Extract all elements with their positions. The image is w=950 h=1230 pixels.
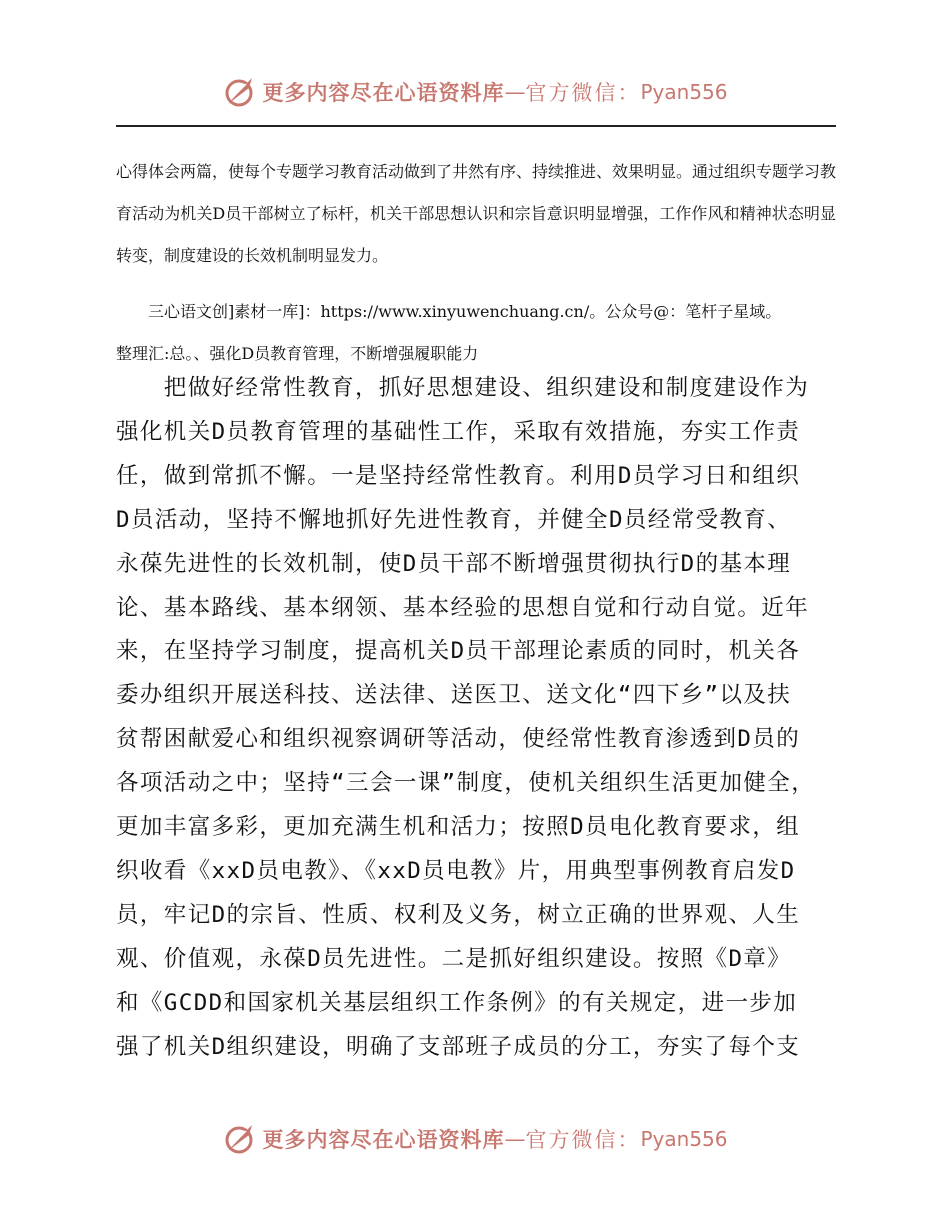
text-line: 织收看《xxD员电教》、《xxD员电教》片，用典型事例教育启发D	[116, 857, 796, 884]
text-line: 员，牢记D的宗旨、性质、权利及义务，树立正确的世界观、人生	[116, 901, 801, 928]
text-line: 强了机关D组织建设，明确了支部班子成员的分工，夯实了每个支	[116, 1033, 801, 1060]
text-line: 永葆先进性的长效机制，使D员干部不断增强贯彻执行D的基本理	[116, 550, 792, 577]
paragraph-text: 心得体会两篇，使每个专题学习教育活动做到了井然有序、持续推进、效果明显。通过组织专题学习教育活动为机关D员干部树立了标杆，机关干部思想认识和宗旨意识明显增强，工作作风和精神状态明显转变，制度建设的长效机制明显发力。	[116, 162, 837, 265]
text-line: 贫帮困献爱心和组织视察调研等活动，使经常性教育渗透到D员的	[116, 726, 801, 753]
quill-logo-icon	[222, 74, 258, 110]
main-body-text	[116, 367, 836, 1070]
banner-wechat-id: Pyan556	[640, 1127, 728, 1151]
header-banner	[0, 72, 950, 112]
intro-paragraph	[116, 151, 836, 277]
source-line: 三心语文创]素材一库]：https://www.xinyuwenchuang.cn/。公众号@：笔杆子星域。	[148, 302, 782, 321]
source-paragraph	[116, 291, 836, 375]
banner-brand-text: 更多内容尽在心语资料库	[262, 1128, 505, 1152]
text-line: 任，做到常抓不懈。一是坚持经常性教育。利用D员学习日和组织	[116, 462, 801, 489]
section-heading: 整理汇:总。、强化D员教育管理，不断增强履职能力	[116, 344, 479, 363]
banner-wechat-id: Pyan556	[640, 80, 728, 104]
text-line: 把做好经常性教育，抓好思想建设、组织建设和制度建设作为	[116, 375, 810, 401]
text-line: 论、基本路线、基本纲领、基本经验的思想自觉和行动自觉。近年	[116, 594, 810, 621]
text-line: 委办组织开展送科技、送法律、送医卫、送文化“四下乡”以及扶	[116, 682, 792, 709]
banner-wechat-label: 官方微信：	[525, 1128, 641, 1152]
text-line: D员活动，坚持不懈地抓好先进性教育，并健全D员经常受教育、	[116, 506, 792, 533]
text-line: 强化机关D员教育管理的基础性工作，采取有效措施，夯实工作责	[116, 418, 801, 445]
text-line: 和《GCDD和国家机关基层组织工作条例》的有关规定，进一步加	[116, 989, 798, 1016]
banner-wechat-label: 官方微信：	[525, 81, 641, 105]
text-line: 各项活动之中；坚持“三会一课”制度，使机关组织生活更加健全，	[116, 770, 816, 797]
text-line: 更加丰富多彩，更加充满生机和活力；按照D员电化教育要求，组	[116, 814, 801, 841]
quill-logo-icon	[222, 1121, 258, 1157]
banner-dash: —	[504, 80, 526, 104]
footer-banner	[0, 1119, 950, 1159]
banner-dash: —	[504, 1127, 526, 1151]
banner-brand-text: 更多内容尽在心语资料库	[262, 81, 505, 105]
header-rule	[116, 125, 836, 127]
text-line: 来，在坚持学习制度，提高机关D员干部理论素质的同时，机关各	[116, 638, 801, 665]
text-line: 观、价值观，永葆D员先进性。二是抓好组织建设。按照《D章》	[116, 945, 792, 972]
